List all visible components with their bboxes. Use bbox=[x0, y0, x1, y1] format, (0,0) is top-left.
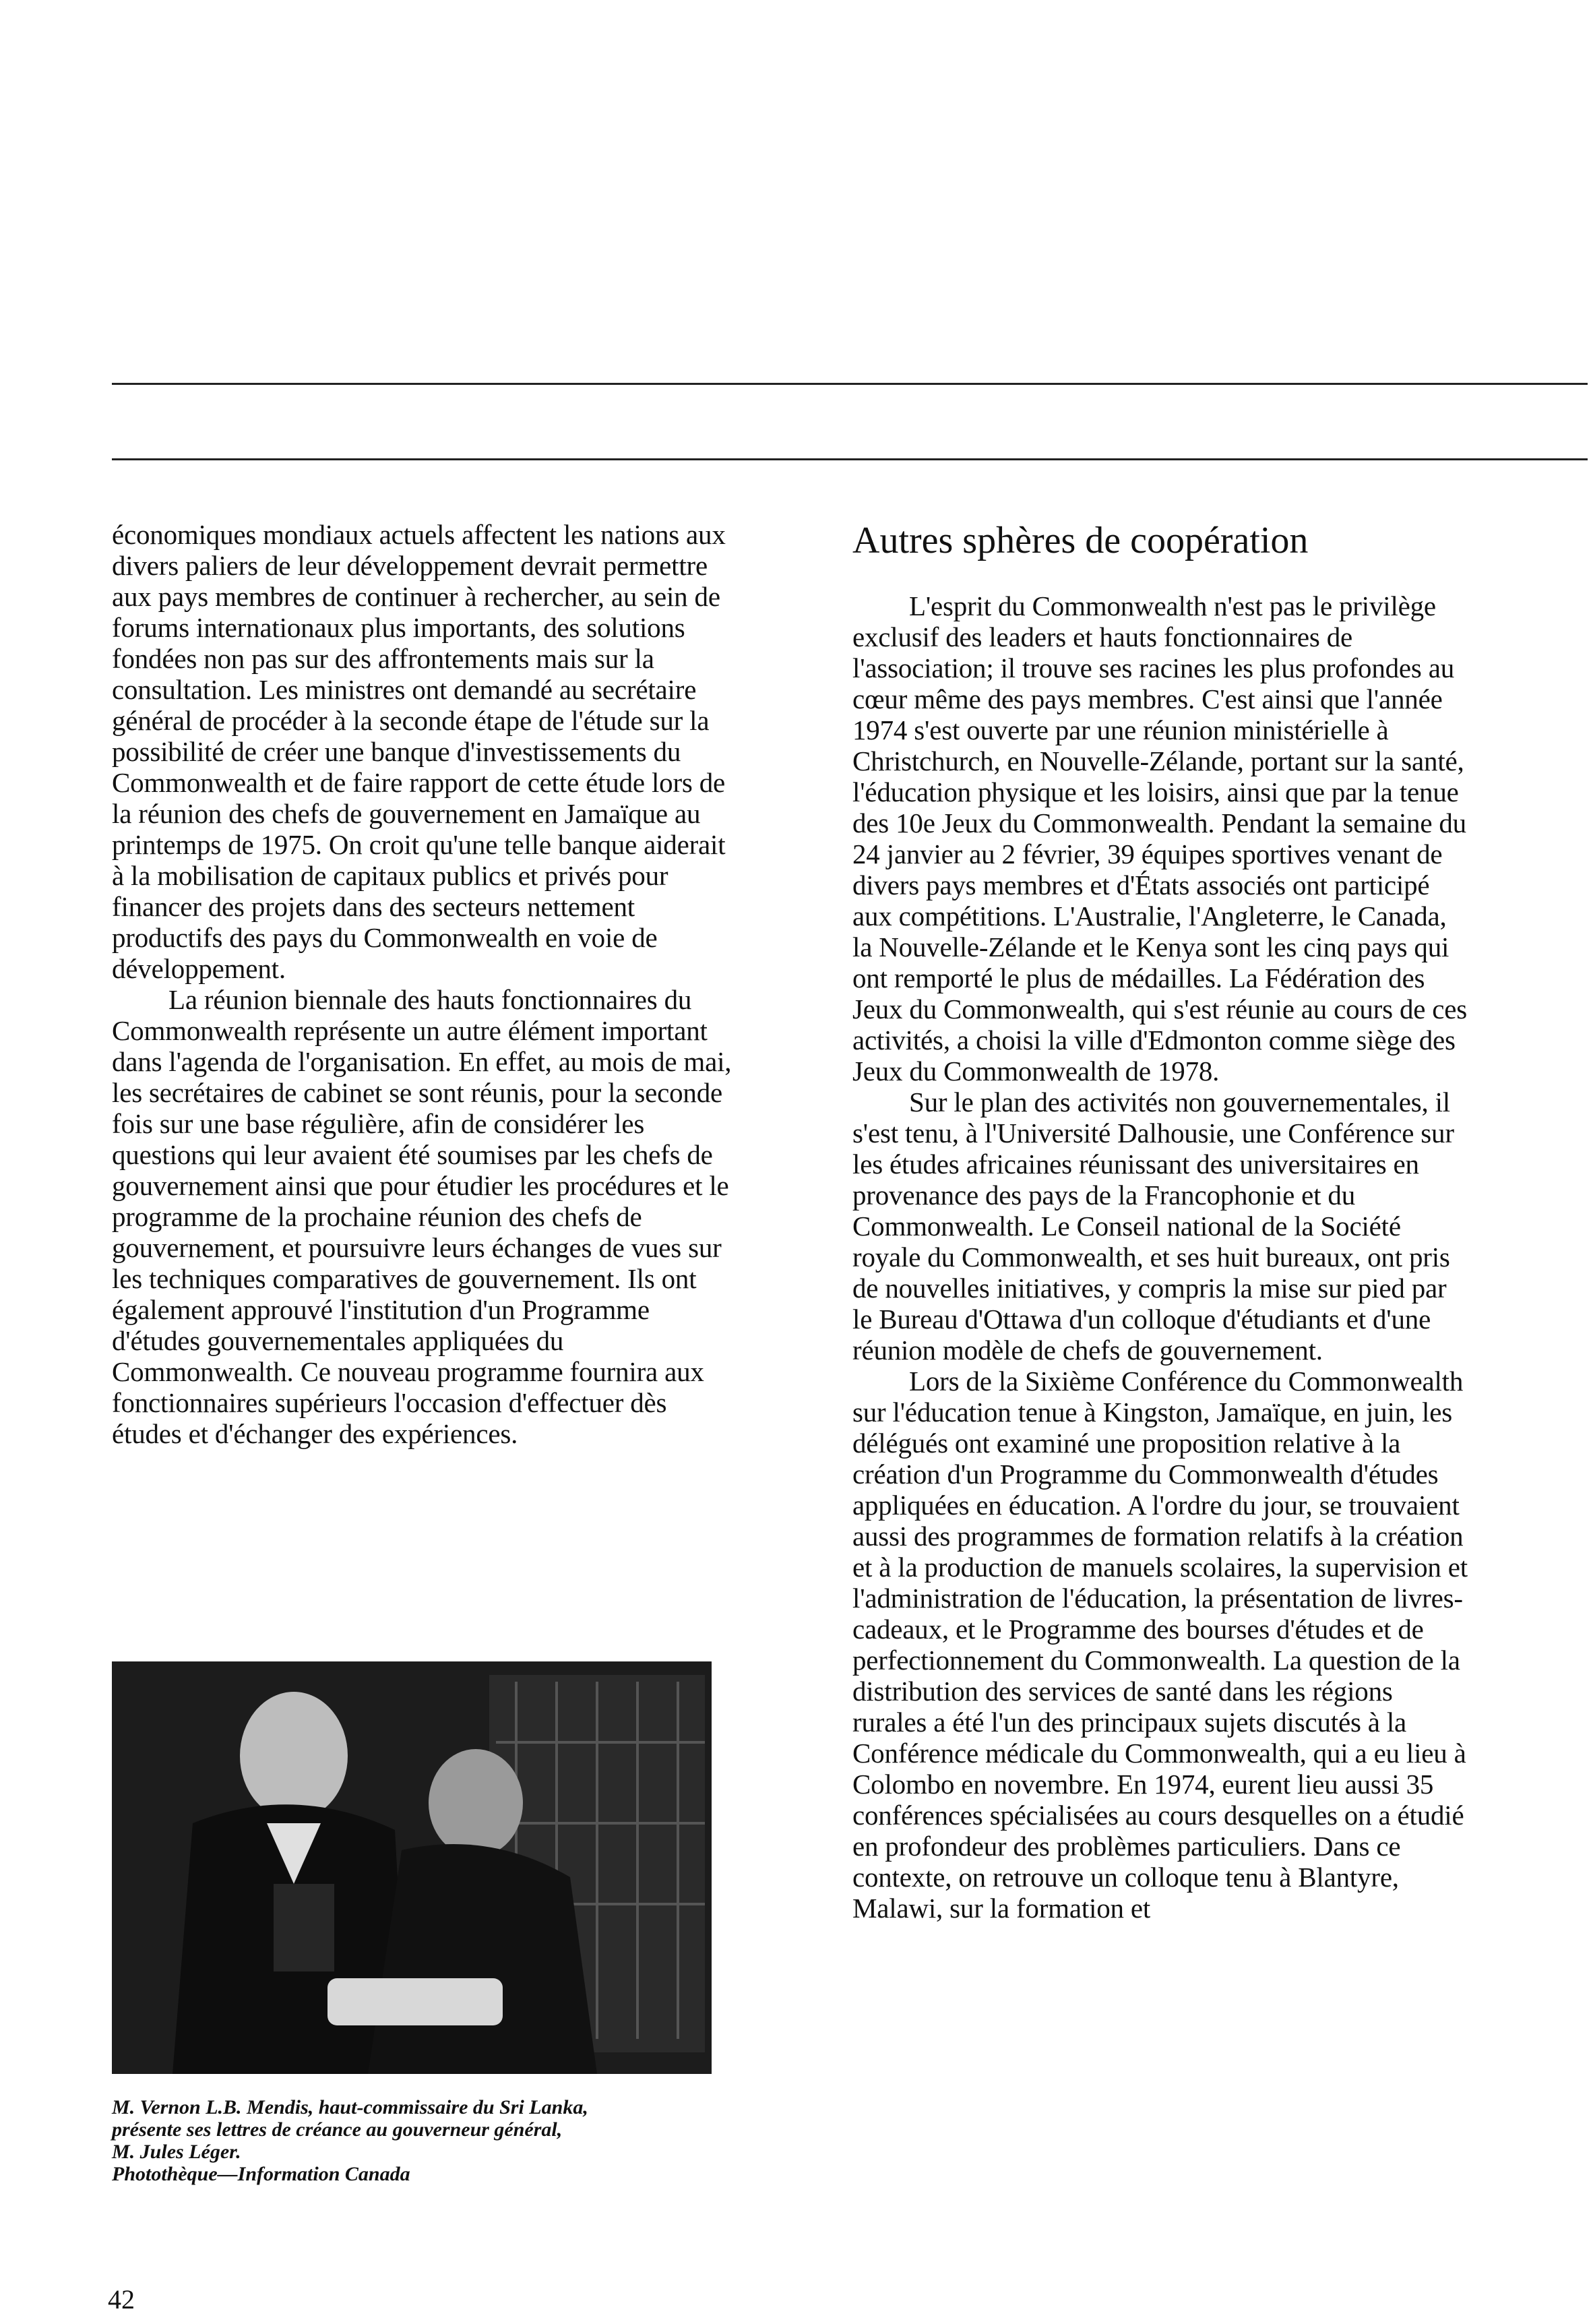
page-number: 42 bbox=[108, 2284, 135, 2315]
left-paragraph-2: La réunion biennale des hauts fonctionnaires du Commonwealth représente un autre élément important dans l'agenda de l'organisation. En effet, au mois de mai, les secrétaires de cabinet se sont réunis, pour la seconde fois sur une base régulière, afin de considérer les questions qui leur avaient été soumises par les chefs de gouvernement ainsi que pour étudier les procédures et le programme de la prochaine réunion des chefs de gouvernement, et poursuivre leurs échanges de vues sur les techniques comparatives de gouvernement. Ils ont également approuvé l'institution d'un Programme d'études gouvernementales appliquées du Commonwealth. Ce nouveau programme fournira aux fonctionnaires supérieurs l'occasion d'effectuer dès études et d'échanger des expériences. bbox=[112, 984, 732, 1449]
photograph bbox=[112, 1661, 712, 2074]
top-rule bbox=[112, 383, 1588, 385]
caption-credit: Photothèque—Information Canada bbox=[112, 2163, 410, 2185]
left-paragraph-1: économiques mondiaux actuels affectent les nations aux divers paliers de leur développement devrait permettre aux pays membres de continuer à rechercher, au sein de forums internationaux plus importants, des solutions fondées non pas sur des affrontements mais sur la consultation. Les ministres ont demandé au secrétaire général de procéder à la seconde étape de l'étude sur la possibilité de créer une banque d'investissements du Commonwealth et de faire rapport de cette étude lors de la réunion des chefs de gouvernement en Jamaïque au printemps de 1975. On croit qu'une telle banque aiderait à la mobilisation de capitaux publics et privés pour financer des projets dans des secteurs nettement productifs des pays du Commonwealth en voie de développement. bbox=[112, 519, 726, 984]
caption-line-3: M. Jules Léger. bbox=[112, 2141, 241, 2163]
right-paragraph-3: Lors de la Sixième Conférence du Commonwealth sur l'éducation tenue à Kingston, Jamaïque, en juin, les délégués ont examiné une proposition relative à la création d'un Programme du Commonwealth d'études appliquées en éducation. A l'ordre du jour, se trouvaient aussi des programmes de formation relatifs à la création et à la production de manuels scolaires, la supervision et l'administration de l'éducation, la présentation de livres-cadeaux, et le Programme des bourses d'études et de perfectionnement du Commonwealth. La question de la distribution des services de santé dans les régions rurales a été l'un des principaux sujets discutés à la Conférence médicale du Commonwealth, qui a eu lieu à Colombo en novembre. En 1974, eurent lieu aussi 35 conférences spécialisées au cours desquelles on a étudié en profondeur des problèmes particuliers. Dans ce contexte, on retrouve un colloque tenu à Blantyre, Malawi, sur la formation et bbox=[852, 1366, 1468, 1924]
caption-line-2: présente ses lettres de créance au gouverneur général, bbox=[112, 2118, 563, 2141]
right-column bbox=[852, 519, 1472, 1924]
section-heading: Autres sphères de coopération bbox=[852, 520, 1309, 561]
caption-line-1: M. Vernon L.B. Mendis, haut-commissaire du Sri Lanka, bbox=[112, 2096, 588, 2118]
left-column bbox=[112, 519, 739, 1449]
right-paragraph-2: Sur le plan des activités non gouvernementales, il s'est tenu, à l'Université Dalhousie, une Conférence sur les études africaines réunissant des universitaires en provenance des pays de la Francophonie et du Commonwealth. Le Conseil national de la Société royale du Commonwealth, et ses huit bureaux, ont pris de nouvelles initiatives, y compris la mise sur pied par le Bureau d'Ottawa d'un colloque d'étudiants et d'une réunion modèle de chefs de gouvernement. bbox=[852, 1087, 1454, 1366]
photo-caption bbox=[112, 2096, 732, 2185]
right-paragraph-1: L'esprit du Commonwealth n'est pas le privilège exclusif des leaders et hauts fonctionnaires de l'association; il trouve ses racines les plus profondes au cœur même des pays membres. C'est ainsi que l'année 1974 s'est ouverte par une réunion ministérielle à Christchurch, en Nouvelle-Zélande, portant sur la santé, l'éducation physique et les loisirs, ainsi que par la tenue des 10e Jeux du Commonwealth. Pendant la semaine du 24 janvier au 2 février, 39 équipes sportives venant de divers pays membres et d'États associés ont participé aux compétitions. L'Australie, l'Angleterre, le Canada, la Nouvelle-Zélande et le Kenya sont les cinq pays qui ont remporté le plus de médailles. La Fédération des Jeux du Commonwealth, qui s'est réunie au cours de ces activités, a choisi la ville d'Edmonton comme siège des Jeux du Commonwealth de 1978. bbox=[852, 590, 1468, 1087]
header-rule bbox=[112, 458, 1588, 460]
photo-illustration bbox=[112, 1661, 712, 2074]
